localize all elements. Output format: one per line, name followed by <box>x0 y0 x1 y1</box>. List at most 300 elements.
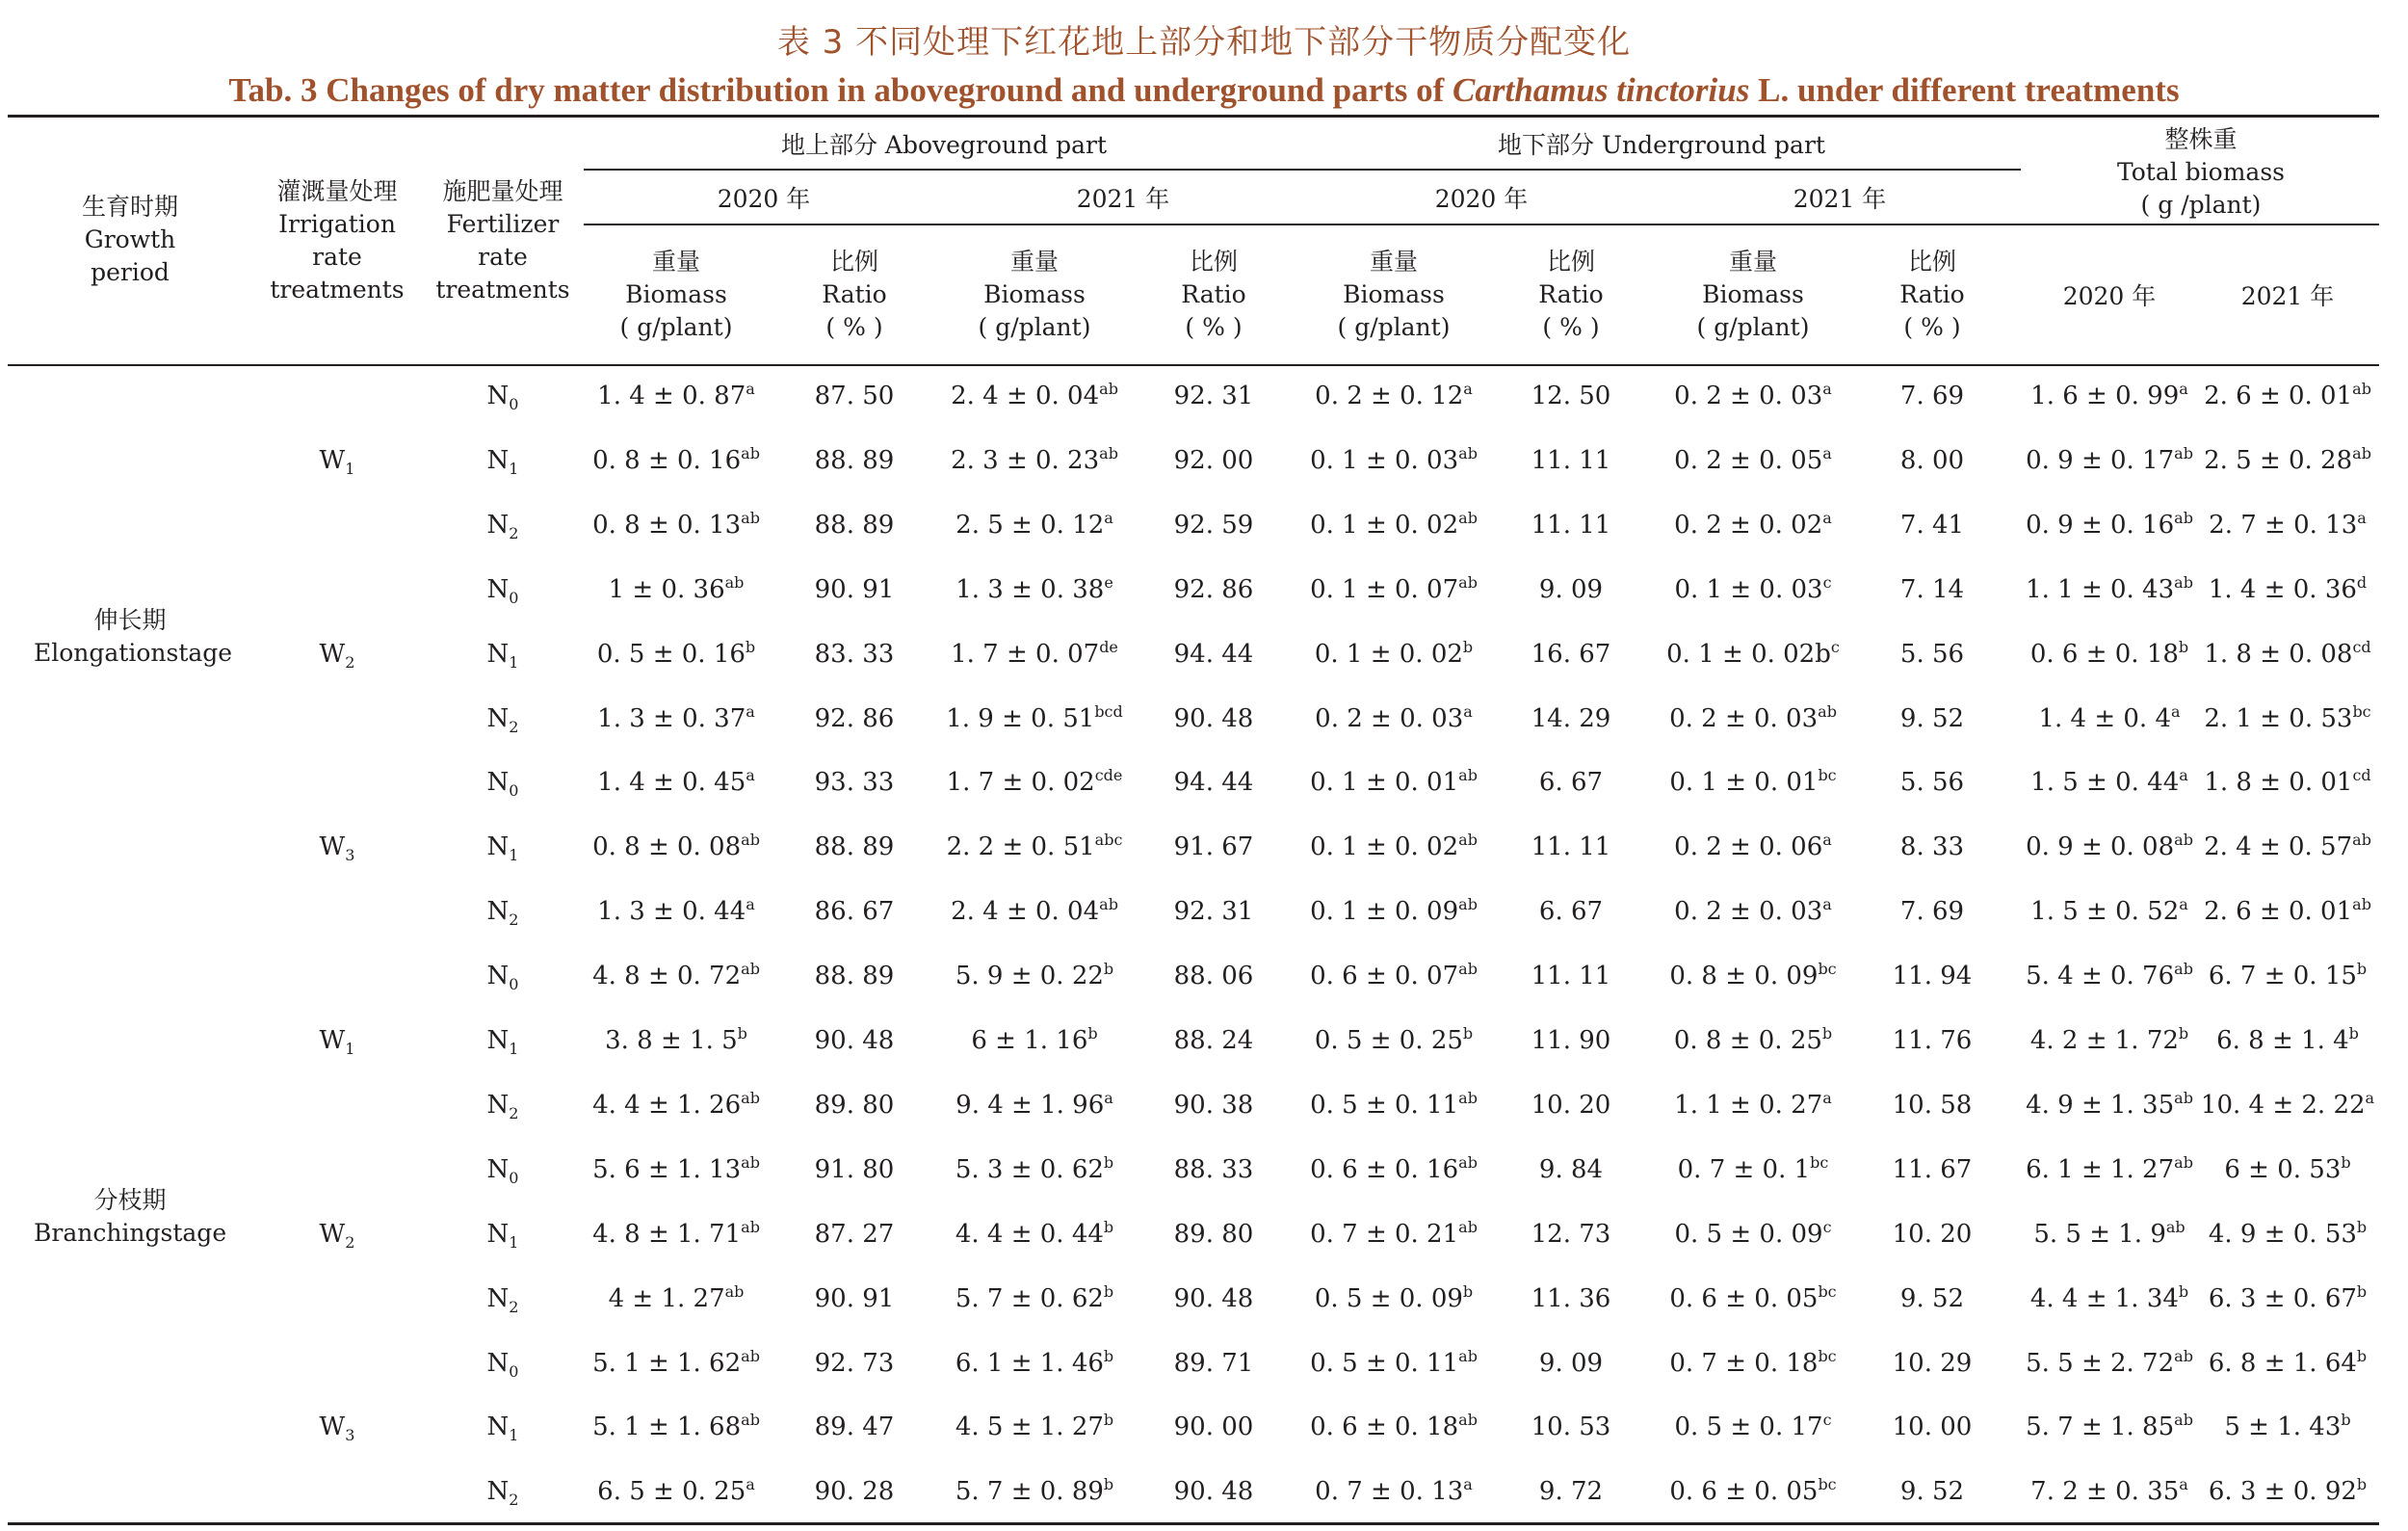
fertilizer-level <box>455 765 551 800</box>
fertilizer-level <box>455 379 551 413</box>
above-biomass-2020-value: 5. 1 ± 1. 62 <box>592 1348 742 1378</box>
irrigation-level-main: W <box>319 1219 346 1249</box>
under-ratio-2020: 6. 67 <box>1538 897 1604 927</box>
ratio-header-ur20-line: ( % ) <box>1542 313 1600 341</box>
under-biomass-2020-value: 0. 1 ± 0. 07 <box>1310 574 1459 604</box>
under-biomass-2021-significance: bc <box>1818 766 1837 785</box>
fertilizer-level-subscript: 0 <box>509 1168 519 1187</box>
total-biomass-2020-significance: ab <box>2174 1152 2193 1172</box>
above-biomass-2021-significance: de <box>1099 637 1118 656</box>
ratio-header-r21-line: Ratio <box>1181 280 1246 308</box>
year-2020-under-line: 2020 年 <box>1434 185 1529 213</box>
under-biomass-2021 <box>1637 1217 1869 1252</box>
above-ratio-2021: 92. 31 <box>1173 382 1254 410</box>
total-biomass-2021-value: 10. 4 ± 2. 22 <box>2200 1090 2366 1120</box>
above-ratio-2020: 93. 33 <box>814 768 895 798</box>
under-biomass-2020-value: 0. 7 ± 0. 21 <box>1310 1219 1459 1249</box>
total-biomass-2020-significance: ab <box>2174 443 2193 462</box>
fertilizer-level-main: N <box>486 639 510 669</box>
total-biomass-2020-value: 0. 9 ± 0. 16 <box>2026 510 2175 540</box>
above-ratio-2021: 90. 48 <box>1173 703 1254 733</box>
fertilizer-level <box>455 508 551 542</box>
above-biomass-2020-significance: ab <box>741 443 760 462</box>
under-biomass-2020-value: 0. 1 ± 0. 03 <box>1310 445 1459 475</box>
total-biomass-2020-significance: ab <box>2174 508 2193 527</box>
above-ratio-2020: 89. 47 <box>814 1412 895 1442</box>
under-ratio-2021: 7. 41 <box>1899 510 1965 540</box>
year-2021-above-line: 2021 年 <box>1076 185 1170 213</box>
growth-stage-line: 伸长期 <box>93 605 167 634</box>
above-biomass-2020 <box>561 959 792 993</box>
under-ratio-2020: 9. 09 <box>1538 574 1604 604</box>
above-biomass-2021-significance: b <box>1103 1217 1114 1236</box>
under-biomass-2021 <box>1637 1152 1869 1187</box>
above-ratio-2020: 86. 67 <box>814 897 895 927</box>
above-biomass-2020 <box>561 1152 792 1187</box>
total-biomass-2021 <box>2172 1088 2403 1122</box>
above-biomass-2021-value: 4. 5 ± 1. 27 <box>955 1412 1104 1442</box>
above-biomass-2020-significance: ab <box>741 960 760 979</box>
under-biomass-2021-significance: bc <box>1818 960 1837 979</box>
under-biomass-2020-value: 0. 5 ± 0. 25 <box>1314 1026 1463 1055</box>
year-2020-above-line: 2020 年 <box>717 185 811 213</box>
under-biomass-2020-value: 0. 5 ± 0. 09 <box>1314 1283 1463 1313</box>
under-biomass-2021-significance: c <box>1822 1411 1832 1430</box>
fertilizer-level-subscript: 0 <box>509 395 519 413</box>
total-biomass-header-line: Total biomass <box>2117 158 2285 186</box>
caption-en-prefix: Tab. 3 Changes of dry matter distribution in aboveground and underground parts of <box>228 71 1453 109</box>
above-biomass-2020-significance: ab <box>741 508 760 527</box>
above-ratio-2021: 91. 67 <box>1173 832 1254 862</box>
above-biomass-2020-significance: ab <box>741 1152 760 1172</box>
total-biomass-2021-significance: b <box>2356 1217 2368 1236</box>
under-ratio-2021: 11. 76 <box>1892 1026 1973 1055</box>
total-biomass-2021-value: 6. 8 ± 1. 4 <box>2216 1026 2349 1055</box>
fertilizer-level-main: N <box>486 1026 510 1055</box>
under-biomass-2021-significance: b <box>1821 1024 1833 1043</box>
under-biomass-2020 <box>1278 830 1509 864</box>
fertilizer-header-line: rate <box>478 243 528 271</box>
above-biomass-2020 <box>561 508 792 542</box>
above-ratio-2020: 92. 73 <box>814 1348 895 1378</box>
total-biomass-2021-significance: ab <box>2352 380 2371 398</box>
total-biomass-2021-value: 6. 3 ± 0. 92 <box>2208 1477 2357 1507</box>
underground-header <box>1373 129 1950 162</box>
total-biomass-2020-significance: a <box>2179 766 2188 785</box>
total-biomass-2020-significance: ab <box>2174 572 2193 592</box>
above-biomass-2021-significance: b <box>1103 1411 1114 1430</box>
above-biomass-2020 <box>561 379 792 413</box>
above-biomass-2020 <box>561 701 792 736</box>
above-ratio-2020: 88. 89 <box>814 445 895 475</box>
total-biomass-2020-significance: a <box>2179 1475 2188 1494</box>
above-biomass-2020-significance: ab <box>741 1217 760 1236</box>
fertilizer-header <box>421 175 585 306</box>
total-biomass-2020-significance: a <box>2179 895 2188 914</box>
biomass-header-u21-line: ( g/plant) <box>1696 313 1810 341</box>
irrigation-header-line: rate <box>312 243 362 271</box>
above-ratio-2020: 90. 91 <box>814 574 895 604</box>
biomass-header-a20-line: 重量 <box>651 248 700 276</box>
under-ratio-2020: 10. 53 <box>1531 1412 1611 1442</box>
under-biomass-2020-significance: b <box>1462 1024 1474 1043</box>
above-biomass-2020-significance: ab <box>741 1346 760 1365</box>
above-biomass-2020 <box>561 637 792 672</box>
irrigation-level-main: W <box>319 639 346 669</box>
total-biomass-2020-significance: ab <box>2165 1217 2186 1236</box>
under-biomass-2021-value: 0. 5 ± 0. 09 <box>1674 1219 1823 1249</box>
total-biomass-2020-value: 4. 2 ± 1. 72 <box>2029 1026 2179 1055</box>
above-biomass-2020-value: 4. 4 ± 1. 26 <box>592 1090 742 1120</box>
under-biomass-2021-value: 0. 2 ± 0. 03 <box>1674 897 1823 927</box>
above-ratio-2021: 92. 59 <box>1173 510 1254 540</box>
above-biomass-2020-value: 1. 3 ± 0. 37 <box>597 703 746 733</box>
above-biomass-2020 <box>561 1410 792 1444</box>
under-biomass-2020 <box>1278 1088 1509 1122</box>
above-biomass-2020-significance: a <box>746 766 755 785</box>
fertilizer-level-main: N <box>486 1348 510 1378</box>
under-biomass-2020 <box>1278 637 1509 672</box>
fertilizer-level-subscript: 1 <box>509 846 519 865</box>
above-biomass-2021 <box>919 637 1150 672</box>
irrigation-level-subscript: 1 <box>345 1040 355 1058</box>
total-biomass-2020-value: 5. 7 ± 1. 85 <box>2026 1412 2175 1442</box>
under-ratio-2020: 9. 09 <box>1538 1348 1604 1378</box>
under-biomass-2020 <box>1278 701 1509 736</box>
total-biomass-2021-significance: b <box>2356 1281 2368 1301</box>
above-biomass-2021 <box>919 894 1150 929</box>
above-biomass-2021 <box>919 701 1150 736</box>
growth-stage-line: Elongation <box>34 638 167 667</box>
under-biomass-2020-value: 0. 6 ± 0. 07 <box>1310 962 1459 991</box>
under-biomass-2020-value: 0. 5 ± 0. 11 <box>1310 1090 1459 1120</box>
total-biomass-2021-significance: ab <box>2352 831 2371 850</box>
under-biomass-2020 <box>1278 894 1509 929</box>
total-biomass-2020-value: 5. 5 ± 2. 72 <box>2026 1348 2175 1378</box>
under-ratio-2021: 11. 94 <box>1892 962 1973 991</box>
under-biomass-2021 <box>1637 1474 1869 1509</box>
fertilizer-level-subscript: 0 <box>509 1361 519 1381</box>
total-biomass-2021 <box>2172 1346 2403 1381</box>
irrigation-level-main: W <box>319 445 346 475</box>
above-biomass-2020-value: 5. 1 ± 1. 68 <box>592 1412 742 1442</box>
under-biomass-2021-value: 0. 2 ± 0. 03 <box>1669 703 1819 733</box>
under-biomass-2021-significance: c <box>1822 572 1832 592</box>
total-biomass-2020-significance: ab <box>2174 1088 2193 1107</box>
fertilizer-level-main: N <box>486 1090 510 1120</box>
year-rule <box>584 224 2379 225</box>
above-biomass-2020 <box>561 894 792 929</box>
under-biomass-2020-significance: ab <box>1458 766 1478 785</box>
irrigation-header-line: treatments <box>270 276 405 304</box>
under-biomass-2021-significance: bc <box>1810 1152 1829 1172</box>
above-ratio-2021: 89. 80 <box>1173 1219 1254 1249</box>
under-biomass-2021 <box>1637 830 1869 864</box>
total-biomass-2021 <box>2172 1217 2403 1252</box>
above-biomass-2020-significance: a <box>746 1475 755 1494</box>
fertilizer-level-subscript: 1 <box>509 459 519 478</box>
above-biomass-2020-value: 4. 8 ± 0. 72 <box>592 962 742 991</box>
total-biomass-2021-value: 6. 3 ± 0. 67 <box>2208 1283 2357 1313</box>
above-biomass-2021-significance: ab <box>1099 443 1118 462</box>
above-biomass-2020 <box>561 830 792 864</box>
above-biomass-2021-value: 2. 4 ± 0. 04 <box>951 382 1100 410</box>
under-biomass-2021 <box>1637 765 1869 800</box>
above-biomass-2021-value: 4. 4 ± 0. 44 <box>955 1219 1104 1249</box>
above-biomass-2020-significance: ab <box>724 1281 745 1301</box>
above-biomass-2021-significance: b <box>1103 1346 1114 1365</box>
under-biomass-2021-value: 0. 6 ± 0. 05 <box>1669 1283 1819 1313</box>
under-ratio-2021: 5. 56 <box>1899 639 1965 669</box>
under-ratio-2021: 10. 58 <box>1892 1090 1973 1120</box>
ratio-header-ur20-line: 比例 <box>1546 248 1595 276</box>
total-biomass-2021-value: 2. 6 ± 0. 01 <box>2204 897 2353 927</box>
under-ratio-2020: 11. 90 <box>1531 1026 1611 1055</box>
fertilizer-level-subscript: 2 <box>509 911 519 930</box>
fertilizer-level <box>455 572 551 607</box>
under-ratio-2021: 8. 33 <box>1899 832 1965 862</box>
under-biomass-2021-significance: a <box>1822 380 1832 398</box>
fertilizer-level-subscript: 1 <box>509 652 519 672</box>
total-biomass-2020-significance: a <box>2171 701 2181 721</box>
above-ratio-2021: 94. 44 <box>1173 768 1254 798</box>
fertilizer-level-main: N <box>486 574 510 604</box>
biomass-header-u21 <box>1657 246 1849 344</box>
under-biomass-2021 <box>1637 508 1869 542</box>
under-ratio-2021: 7. 69 <box>1899 382 1965 410</box>
above-ratio-2020: 88. 89 <box>814 832 895 862</box>
under-biomass-2021-significance: c <box>1822 1217 1832 1236</box>
above-biomass-2021-value: 2. 4 ± 0. 04 <box>951 897 1100 927</box>
under-ratio-2021: 9. 52 <box>1899 703 1965 733</box>
total-biomass-2021 <box>2172 443 2403 478</box>
above-ratio-2020: 83. 33 <box>814 639 895 669</box>
fertilizer-level-main: N <box>486 768 510 798</box>
fertilizer-level-main: N <box>486 832 510 862</box>
under-biomass-2020-significance: a <box>1463 1475 1473 1494</box>
fertilizer-level-subscript: 2 <box>509 1297 519 1316</box>
irrigation-level-main: W <box>319 832 346 862</box>
fertilizer-level-main: N <box>486 445 510 475</box>
above-biomass-2020-value: 6. 5 ± 0. 25 <box>597 1477 746 1507</box>
above-ratio-2021: 92. 00 <box>1173 445 1254 475</box>
growth-period-header-line: period <box>91 258 170 286</box>
above-ratio-2021: 94. 44 <box>1173 639 1254 669</box>
above-biomass-2020-value: 4 ± 1. 27 <box>608 1283 725 1313</box>
fertilizer-header-line: 施肥量处理 <box>442 177 563 205</box>
under-biomass-2021 <box>1637 379 1869 413</box>
ratio-header-ur21 <box>1836 246 2028 344</box>
under-biomass-2020-significance: a <box>1463 701 1473 721</box>
under-biomass-2021 <box>1637 894 1869 929</box>
irrigation-level <box>289 1217 385 1252</box>
above-biomass-2020-value: 0. 5 ± 0. 16 <box>596 639 746 669</box>
total-biomass-2021-significance: cd <box>2352 766 2371 785</box>
total-biomass-2020-value: 1. 5 ± 0. 52 <box>2030 897 2180 927</box>
under-biomass-2020-value: 0. 6 ± 0. 18 <box>1310 1412 1459 1442</box>
total-biomass-2021 <box>2172 1281 2403 1316</box>
biomass-header-a20-line: ( g/plant) <box>619 313 733 341</box>
irrigation-header <box>250 175 424 306</box>
under-ratio-2020: 12. 73 <box>1531 1219 1611 1249</box>
above-biomass-2021-value: 5. 3 ± 0. 62 <box>955 1154 1104 1184</box>
above-biomass-2020-significance: a <box>746 701 755 721</box>
total-biomass-2021-value: 6. 7 ± 0. 15 <box>2208 962 2357 991</box>
fertilizer-level-main: N <box>486 1412 510 1442</box>
ratio-header-ur21-line: 比例 <box>1907 248 1956 276</box>
above-ratio-2020: 87. 27 <box>814 1219 895 1249</box>
above-biomass-2021-significance: b <box>1103 1281 1114 1301</box>
under-ratio-2020: 16. 67 <box>1531 639 1611 669</box>
above-biomass-2021-significance: bcd <box>1094 701 1123 721</box>
under-biomass-2021-significance: a <box>1822 443 1832 462</box>
fertilizer-level <box>455 1281 551 1316</box>
total-biomass-2020-value: 1. 1 ± 0. 43 <box>2026 574 2175 604</box>
above-biomass-2021-significance: ab <box>1099 895 1118 914</box>
caption-en-suffix: L. under different treatments <box>1749 71 2180 109</box>
under-ratio-2021: 9. 52 <box>1899 1283 1965 1313</box>
under-biomass-2020-significance: ab <box>1458 1411 1478 1430</box>
above-ratio-2020: 90. 28 <box>814 1477 895 1507</box>
year-2021-under-line: 2021 年 <box>1793 185 1887 213</box>
total-biomass-2021-significance: b <box>2348 1024 2359 1043</box>
under-ratio-2020: 11. 36 <box>1531 1283 1611 1313</box>
above-ratio-2021: 88. 33 <box>1173 1154 1254 1184</box>
above-under-rule <box>584 169 2021 171</box>
total-biomass-2021 <box>2172 1474 2403 1509</box>
above-biomass-2020-significance: ab <box>741 1088 760 1107</box>
under-ratio-2020: 9. 72 <box>1538 1477 1604 1507</box>
under-biomass-2021-value: 0. 1 ± 0. 01 <box>1669 768 1819 798</box>
total-biomass-2021 <box>2172 379 2403 413</box>
total-biomass-2020-significance: ab <box>2174 1346 2193 1365</box>
under-ratio-2020: 11. 11 <box>1531 445 1611 475</box>
header-bottom-rule <box>8 364 2379 366</box>
total-biomass-2021-value: 4. 9 ± 0. 53 <box>2208 1219 2357 1249</box>
fertilizer-level-main: N <box>486 510 510 540</box>
above-biomass-2020-significance: a <box>746 895 755 914</box>
fertilizer-level <box>455 637 551 672</box>
year-2020-above <box>667 183 860 216</box>
total-biomass-2020-significance: b <box>2178 637 2189 656</box>
irrigation-header-line: Irrigation <box>278 210 396 238</box>
ratio-header-ur20 <box>1475 246 1667 344</box>
under-biomass-2021-significance: a <box>1822 895 1832 914</box>
above-biomass-2020-value: 0. 8 ± 0. 16 <box>592 445 742 475</box>
total-biomass-2021 <box>2172 830 2403 864</box>
total-biomass-2021-significance: d <box>2356 572 2368 592</box>
under-ratio-2021: 9. 52 <box>1899 1477 1965 1507</box>
total-biomass-header <box>2047 123 2355 222</box>
under-biomass-2020-significance: ab <box>1458 960 1478 979</box>
under-biomass-2021-significance: ab <box>1818 701 1837 721</box>
fertilizer-level-main: N <box>486 382 510 410</box>
under-biomass-2021-value: 0. 1 ± 0. 02b <box>1666 639 1831 669</box>
ratio-header-r20-line: ( % ) <box>825 313 883 341</box>
under-biomass-2021 <box>1637 1281 1869 1316</box>
under-biomass-2020 <box>1278 379 1509 413</box>
above-biomass-2021 <box>919 1217 1150 1252</box>
under-biomass-2021-value: 0. 2 ± 0. 06 <box>1674 832 1823 862</box>
under-biomass-2020 <box>1278 959 1509 993</box>
total-biomass-2021-significance: b <box>2356 1346 2368 1365</box>
total-biomass-2021 <box>2172 572 2403 607</box>
under-biomass-2020-value: 0. 6 ± 0. 16 <box>1310 1154 1459 1184</box>
total-biomass-2021-value: 1. 8 ± 0. 08 <box>2204 639 2353 669</box>
irrigation-level-main: W <box>319 1026 346 1055</box>
fertilizer-level <box>455 1410 551 1444</box>
above-biomass-2021 <box>919 1474 1150 1509</box>
biomass-header-a20 <box>580 246 772 344</box>
above-biomass-2021 <box>919 572 1150 607</box>
fertilizer-level <box>455 1088 551 1122</box>
under-biomass-2020-value: 0. 7 ± 0. 13 <box>1315 1477 1464 1507</box>
irrigation-level-subscript: 3 <box>345 846 355 865</box>
fertilizer-level-main: N <box>486 1477 510 1507</box>
above-ratio-2021: 89. 71 <box>1173 1348 1254 1378</box>
fertilizer-level-main: N <box>486 962 510 991</box>
under-biomass-2020 <box>1278 1217 1509 1252</box>
table-caption-en <box>0 71 2408 110</box>
under-ratio-2020: 14. 29 <box>1531 703 1611 733</box>
total-biomass-2020-significance: ab <box>2174 960 2193 979</box>
under-biomass-2020-significance: ab <box>1458 1346 1478 1365</box>
under-biomass-2021-value: 0. 2 ± 0. 05 <box>1674 445 1823 475</box>
above-ratio-2020: 90. 91 <box>814 1283 895 1313</box>
under-biomass-2021-value: 0. 8 ± 0. 09 <box>1669 962 1819 991</box>
biomass-header-a21 <box>938 246 1131 344</box>
above-biomass-2021-value: 5. 7 ± 0. 62 <box>955 1283 1104 1313</box>
total-biomass-2021-significance: a <box>2357 508 2367 527</box>
total-biomass-2020-significance: ab <box>2174 1411 2193 1430</box>
total-biomass-2020-significance: b <box>2178 1281 2189 1301</box>
growth-stage-line: stage <box>160 1218 227 1247</box>
under-biomass-2020-value: 0. 1 ± 0. 02 <box>1310 832 1459 862</box>
fertilizer-level-main: N <box>486 1154 510 1184</box>
above-biomass-2020-significance: ab <box>724 572 745 592</box>
total-biomass-2020-value: 1. 5 ± 0. 44 <box>2030 768 2180 798</box>
ratio-header-r20 <box>758 246 951 344</box>
total-biomass-2021 <box>2172 1410 2403 1444</box>
above-biomass-2020-significance: b <box>737 1024 747 1043</box>
fertilizer-level-main: N <box>486 897 510 927</box>
irrigation-header-line: 灌溉量处理 <box>276 177 398 205</box>
under-biomass-2021 <box>1637 637 1869 672</box>
growth-stage-line: Branching <box>34 1218 161 1247</box>
total-biomass-2021 <box>2172 701 2403 736</box>
total-biomass-2021-value: 2. 6 ± 0. 01 <box>2204 382 2353 410</box>
under-biomass-2021-value: 0. 5 ± 0. 17 <box>1674 1412 1823 1442</box>
under-biomass-2020 <box>1278 1152 1509 1187</box>
under-ratio-2020: 6. 67 <box>1538 768 1604 798</box>
above-biomass-2021-value: 2. 2 ± 0. 51 <box>946 832 1095 862</box>
under-biomass-2021-value: 0. 6 ± 0. 05 <box>1669 1477 1819 1507</box>
under-biomass-2021-value: 0. 8 ± 0. 25 <box>1673 1026 1822 1055</box>
under-biomass-2020-significance: ab <box>1458 443 1478 462</box>
under-ratio-2021: 10. 29 <box>1892 1348 1973 1378</box>
fertilizer-level-subscript: 0 <box>509 588 519 607</box>
total-biomass-2021-significance: a <box>2365 1088 2375 1107</box>
above-biomass-2020 <box>561 1217 792 1252</box>
biomass-header-u21-line: Biomass <box>1702 280 1804 308</box>
total-biomass-2020-value: 6. 1 ± 1. 27 <box>2026 1154 2175 1184</box>
growth-period-header-line: Growth <box>84 225 176 253</box>
above-biomass-2021-significance: ab <box>1099 380 1118 398</box>
above-biomass-2020 <box>561 1088 792 1122</box>
fertilizer-level <box>455 894 551 929</box>
above-biomass-2021 <box>919 508 1150 542</box>
biomass-header-a21-line: Biomass <box>983 280 1086 308</box>
